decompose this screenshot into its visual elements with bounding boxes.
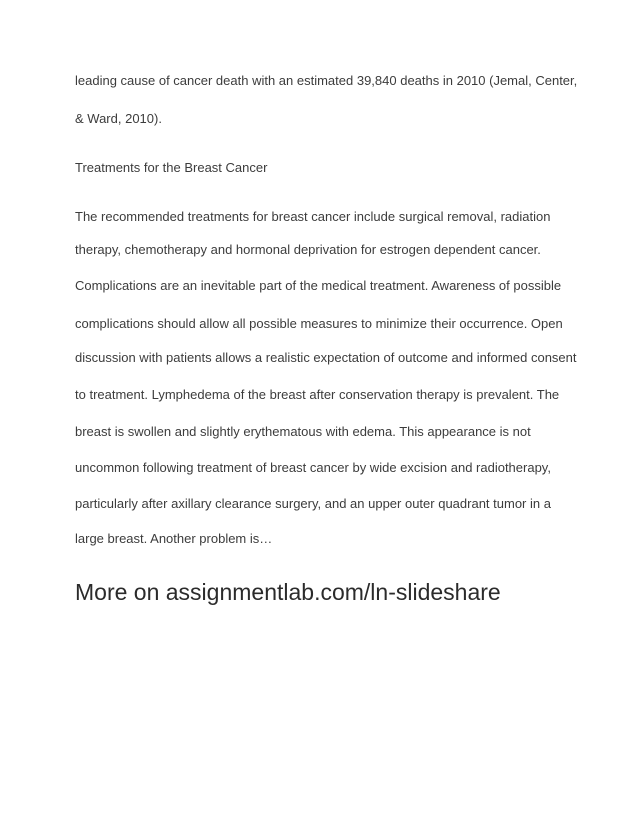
body-text-line: The recommended treatments for breast cancer include surgical removal, radiation bbox=[75, 209, 551, 224]
body-text-line: to treatment. Lymphedema of the breast after conservation therapy is prevalent. The bbox=[75, 387, 560, 402]
body-text-line: particularly after axillary clearance surgery, and an upper outer quadrant tumor in a bbox=[75, 496, 551, 511]
body-text-line: breast is swollen and slightly erythematous with edema. This appearance is not bbox=[75, 424, 531, 439]
body-text-line: uncommon following treatment of breast cancer by wide excision and radiotherapy, bbox=[75, 460, 551, 475]
section-heading: Treatments for the Breast Cancer bbox=[75, 160, 268, 175]
body-text-line: leading cause of cancer death with an estimated 39,840 deaths in 2010 (Jemal, Center, bbox=[75, 73, 578, 88]
body-text-line: discussion with patients allows a realistic expectation of outcome and informed consent bbox=[75, 350, 577, 365]
body-text-line: & Ward, 2010). bbox=[75, 111, 162, 126]
body-text-line: therapy, chemotherapy and hormonal deprivation for estrogen dependent cancer. bbox=[75, 242, 541, 257]
body-text-line: Complications are an inevitable part of the medical treatment. Awareness of possible bbox=[75, 278, 562, 293]
more-link[interactable]: More on assignmentlab.com/ln-slideshare bbox=[75, 579, 501, 605]
body-text-line: complications should allow all possible measures to minimize their occurrence. Open bbox=[75, 316, 563, 331]
body-text-line: large breast. Another problem is… bbox=[75, 531, 273, 546]
